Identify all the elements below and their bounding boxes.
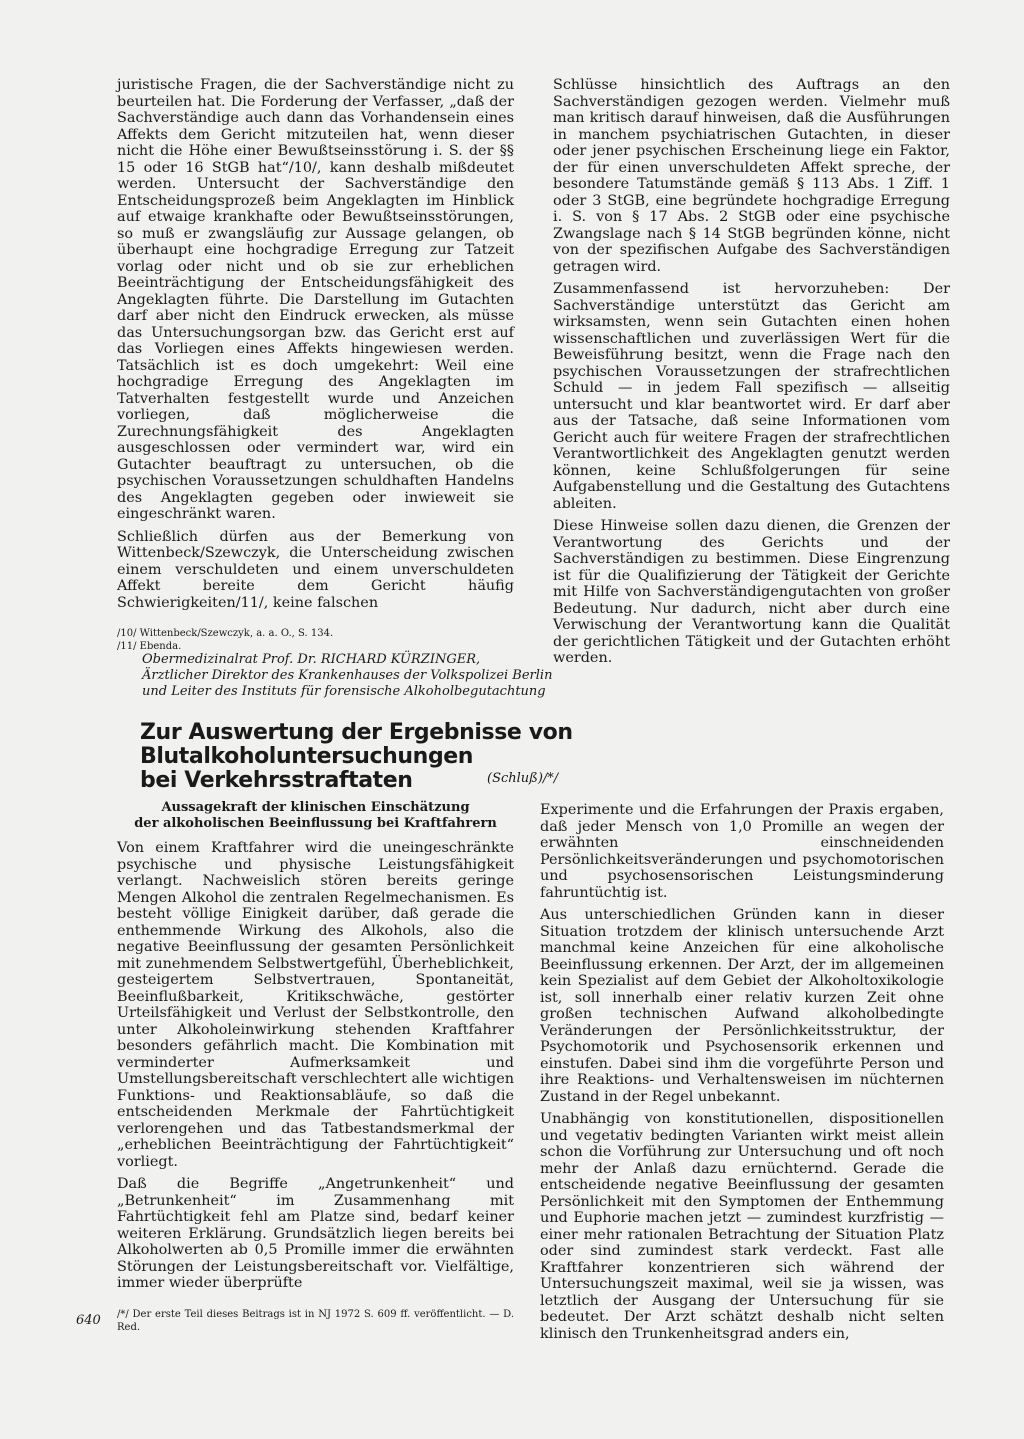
paragraph: Schließlich dürfen aus der Bemerkung von Wittenbeck/Szewczyk, die Unterscheidung zwischen einem verschuldeten und einem unverschuldeten Affekt bereite dem Gericht häufig Schwierigkeiten/11/, keine falschen <box>117 528 514 611</box>
footnote: /10/ Wittenbeck/Szewczyk, a. a. O., S. 134. <box>117 628 334 639</box>
footnotes <box>117 1308 514 1334</box>
page-number: 640 <box>76 1313 101 1328</box>
byline-line: Obermedizinalrat Prof. Dr. RICHARD KÜRZINGER, <box>142 652 481 667</box>
paragraph: Zusammenfassend ist hervorzuheben: Der Sachverständige unterstützt das Gericht am wirksamsten, wenn sein Gutachten einen hohen wissenschaftlichen und zuverlässigen Wert für die Beweisführung besitzt, wenn die Frage nach den psychischen Voraussetzungen der strafrechtlichen Schuld — in jedem Fall spezifisch — allseitig untersucht und klar beantwortet wird. Er darf aber aus der Tatsache, daß seine Informationen vom Gericht auch für weitere Fragen der strafrechtlichen Verantwortlichkeit des Angeklagten genutzt werden können, keine Schlußfolgerungen für seine Aufgabenstellung und die Gestaltung des Gutachtens ableiten. <box>553 281 950 512</box>
byline-line: und Leiter des Instituts für forensische Alkoholbegutachtung <box>142 684 546 699</box>
paragraph: Diese Hinweise sollen dazu dienen, die Grenzen der Verantwortung des Gerichts und der Sachverständigen zu bestimmen. Diese Eingrenzung ist für die Qualifizierung der Tätigkeit der Gerichte mit Hilfe von Sachverständigengutachten von großer Bedeutung. Nur dadurch, nicht aber durch eine Verwischung der Verantwortung kann die Qualität der gerichtlichen Tätigkeit und der Gutachten erhöht werden. <box>553 518 950 666</box>
title-line: bei Verkehrsstraftaten <box>140 768 413 793</box>
byline-line: Ärztlicher Direktor des Krankenhauses der Volkspolizei Berlin <box>142 668 553 683</box>
column-top-right <box>553 77 950 673</box>
author-byline <box>142 652 662 700</box>
footnote: /11/ Ebenda. <box>117 641 182 652</box>
section-heading-line: der alkoholischen Beeinflussung bei Kraftfahrern <box>134 816 497 831</box>
footnotes <box>117 627 514 653</box>
column-bottom-right <box>540 802 944 1348</box>
paragraph: Schlüsse hinsichtlich des Auftrags an den Sachverständigen gezogen werden. Vielmehr muß man kritisch darauf hinweisen, daß die Ausführungen in manchem psychiatrischen Gutachten, in dieser oder jener psychischen Erscheinung liege ein Faktor, der für einen unverschuldeten Affekt spreche, der besondere Tatumstände gemäß § 113 Abs. 1 Ziff. 1 oder 3 StGB, eine begründete hochgradige Erregung i. S. von § 17 Abs. 2 StGB oder eine psychische Zwangslage nach § 14 StGB begründen könne, nicht von der spezifischen Aufgabe des Sachverständigen getragen wird. <box>553 77 950 275</box>
footnote: /*/ Der erste Teil dieses Beitrags ist in NJ 1972 S. 609 ff. veröffentlicht. — D. Red. <box>117 1308 514 1333</box>
title-line: Zur Auswertung der Ergebnisse von Blutalkoholuntersuchungen <box>140 720 573 769</box>
paragraph: Von einem Kraftfahrer wird die uneingeschränkte psychische und physische Leistungsfähigkeit verlangt. Nachweislich stören bereits geringe Mengen Alkohol die zentralen Regelmechanismen. Es besteht völlige Einigkeit darüber, daß gerade die enthemmende Wirkung des Alkohols, also die negative Beeinflussung der gesamten Persönlichkeit mit zunehmendem Selbstwertgefühl, Überheblichkeit, gesteigertem Selbstvertrauen, Spontaneität, Beeinflußbarkeit, Kritikschwäche, gestörter Urteilsfähigkeit und Verlust der Selbstkontrolle, den unter Alkoholeinwirkung stehenden Kraftfahrer besonders gefährlich macht. Die Kombination mit verminderter Aufmerksamkeit und Umstellungsbereitschaft verschlechtert alle wichtigen Funktions- und Reaktionsabläufe, so daß die entscheidenden Merkmale der Fahrtüchtigkeit verlorengehen und das Tatbestandsmerkmal der „erheblichen Beeinträchtigung der Fahrtüchtigkeit“ vorliegt. <box>117 840 515 1170</box>
column-bottom-left <box>117 800 514 1334</box>
paragraph: Experimente und die Erfahrungen der Praxis ergaben, daß jeder Mensch von 1,0 Promille an wegen der erwähnten einschneidenden Persönlichkeitsveränderungen und psychomotorischen und psychosensorischen Leistungsminderung fahruntüchtig ist. <box>540 802 944 901</box>
section-heading <box>117 800 514 832</box>
paragraph: Daß die Begriffe „Angetrunkenheit“ und „Betrunkenheit“ im Zusammenhang mit Fahrtüchtigkeit fehl am Platze sind, bedarf keiner weiteren Erklärung. Grundsätzlich liegen bereits bei Alkoholwerten ab 0,5 Promille immer die erwähnten Störungen der Leistungsbereitschaft vor. Vielfältige, immer wieder überprüfte <box>117 1176 514 1291</box>
section-heading-line: Aussagekraft der klinischen Einschätzung <box>161 800 470 815</box>
column-top-left <box>117 77 514 653</box>
continuation-note: (Schluß)/*/ <box>487 771 559 786</box>
paragraph: Unabhängig von konstitutionellen, dispositionellen und vegetativ bedingten Varianten wirkt meist allein schon die Vorführung zur Untersuchung und oft noch mehr der Anlaß dazu ernüchternd. Gerade die entscheidende negative Beeinflussung der gesamten Persönlichkeit mit den Symptomen der Enthemmung und Euphorie machen jetzt — zumindest kurzfristig — einer mehr rationalen Betrachtung der Situation Platz oder sind zumindest stark verdeckt. Fast alle Kraftfahrer konzentrieren sich während der Untersuchungszeit maximal, weil sie ja wissen, was letztlich der Ausgang der Untersuchung für sie bedeutet. Der Arzt schätzt deshalb nicht selten klinisch den Trunkenheitsgrad anders ein, <box>540 1111 944 1342</box>
paragraph: Aus unterschiedlichen Gründen kann in dieser Situation trotzdem der klinisch untersuchende Arzt manchmal keine Anzeichen für eine alkoholische Beeinflussung erkennen. Der Arzt, der im allgemeinen kein Spezialist auf dem Gebiet der Alkoholtoxikologie ist, soll innerhalb einer relativ kurzen Zeit ohne großen technischen Aufwand alkoholbedingte Veränderungen der Persönlichkeitsstruktur, der Psychomotorik und Psychosensorik erkennen und einstufen. Dabei sind ihm die vorgeführte Person und ihre Reaktions- und Verhaltensweisen im nüchternen Zustand in der Regel unbekannt. <box>540 907 944 1105</box>
paragraph: juristische Fragen, die der Sachverständige nicht zu beurteilen hat. Die Forderung der Verfasser, „daß der Sachverständige auch dann das Vorhandensein eines Affekts dem Gericht mitzuteilen hat, wenn dieser nicht die Höhe einer Bewußtseinsstörung i. S. der §§ 15 oder 16 StGB hat“/10/, kann deshalb mißdeutet werden. Untersucht der Sachverständige den Entscheidungsprozeß beim Angeklagten im Hinblick auf etwaige krankhafte oder Bewußtseinsstörungen, so muß er zwangsläufig zur Aussage gelangen, ob überhaupt eine hochgradige Erregung zur Tatzeit vorlag oder nicht und ob sie zur erheblichen Beeinträchtigung der Entscheidungsfähigkeit des Angeklagten führte. Die Darstellung im Gutachten darf aber nicht den Eindruck erwecken, als müsse das Untersuchungsorgan bzw. das Gericht erst auf das Vorliegen eines Affekts hingewiesen werden. Tatsächlich ist es doch umgekehrt: Weil eine hochgradige Erregung des Angeklagten im Tatverhalten festgestellt wurde und Anzeichen vorliegen, daß möglicherweise die Zurechnungsfähigkeit des Angeklagten ausgeschlossen oder vermindert war, wird ein Gutachter beauftragt zu untersuchen, ob die psychischen Voraussetzungen schuldhaften Handelns des Angeklagten gegeben oder inwieweit sie eingeschränkt waren. <box>117 77 514 522</box>
